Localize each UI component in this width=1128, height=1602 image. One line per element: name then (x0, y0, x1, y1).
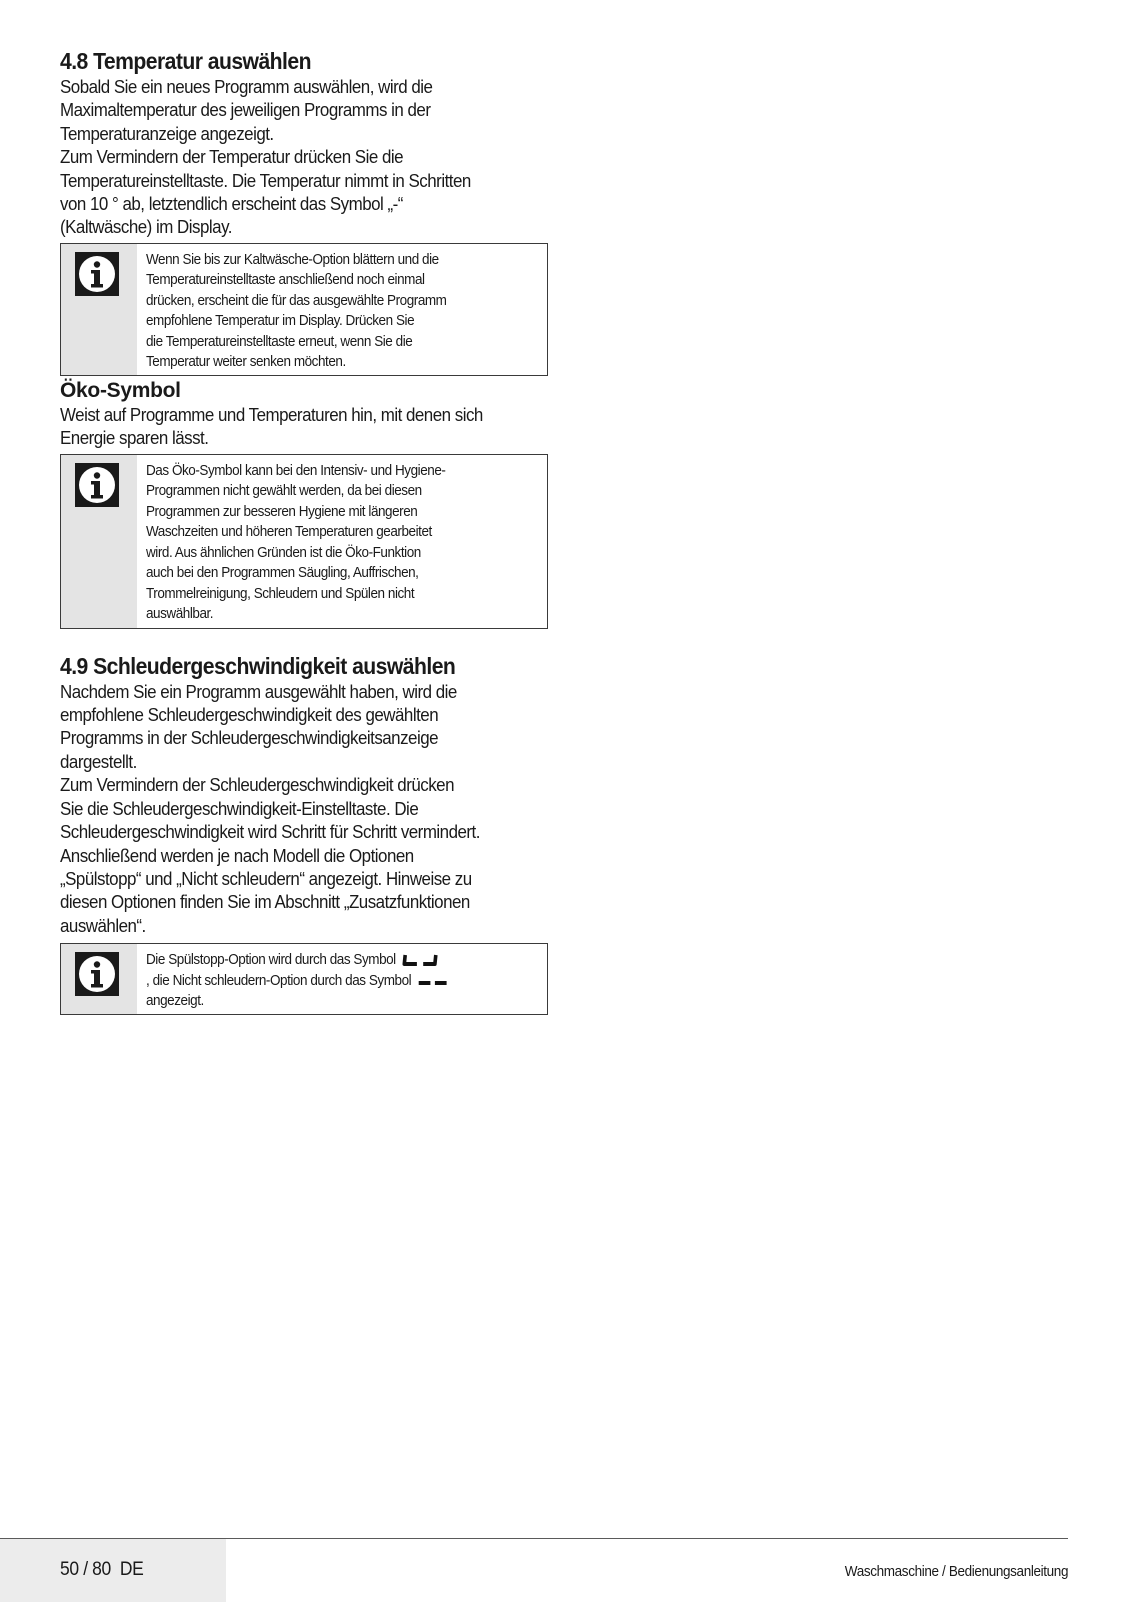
info-icon (75, 463, 119, 507)
info-icon (75, 952, 119, 996)
note-line: Programmen nicht gewählt werden, da bei diesen (146, 482, 422, 500)
body-line: auswählen“. (60, 914, 146, 936)
note-line: empfohlene Temperatur im Display. Drücken Sie (146, 312, 415, 330)
body-line: Anschließend werden je nach Modell die Optionen (60, 844, 414, 866)
note-line: Das Öko-Symbol kann bei den Intensiv- und Hygiene- (146, 461, 446, 479)
note-line: wird. Aus ähnlichen Gründen ist die Öko-Funktion (146, 543, 421, 561)
note-line: Programmen zur besseren Hygiene mit längeren (146, 502, 418, 520)
note-line: die Temperatureinstelltaste erneut, wenn Sie die (146, 332, 413, 350)
body-line: diesen Optionen finden Sie im Abschnitt „Zusatzfunktionen (60, 891, 470, 913)
body-line: von 10 ° ab, letztendlich erscheint das Symbol „-“ (60, 193, 403, 215)
body-line: (Kaltwäsche) im Display. (60, 216, 232, 238)
body-line: Sie die Schleudergeschwindigkeit-Einstelltaste. Die (60, 797, 419, 819)
body-line: Temperaturanzeige angezeigt. (60, 122, 274, 144)
body-line: Sobald Sie ein neues Programm auswählen, wird die (60, 76, 433, 97)
note-line: Waschzeiten und höheren Temperaturen gearbeitet (146, 523, 432, 541)
body-line: Schleudergeschwindigkeit wird Schritt für Schritt vermindert. (60, 821, 480, 843)
note-line-text: , die Nicht schleudern-Option durch das Symbol (146, 971, 412, 989)
body-line: dargestellt. (60, 750, 137, 772)
body-line: Nachdem Sie ein Programm ausgewählt haben, wird die (60, 680, 457, 702)
note-line: drücken, erscheint die für das ausgewählte Programm (146, 291, 447, 309)
note-text (137, 455, 506, 628)
page-number: 50 / 80 DE (60, 1559, 144, 1580)
info-icon (75, 252, 119, 296)
section-4-9-body (60, 680, 554, 937)
document-title: Waschmaschine / Bedienungsanleitung (844, 1563, 1068, 1580)
body-line: Zum Vermindern der Schleudergeschwindigkeit drücken (60, 774, 454, 796)
note-text (137, 244, 506, 375)
body-line: Temperatureinstelltaste. Die Temperatur nimmt in Schritten (60, 169, 471, 191)
page-content (60, 48, 560, 1015)
body-line: Energie sparen lässt. (60, 427, 209, 449)
note-icon-cell (61, 944, 137, 1014)
body-line: Programms in der Schleudergeschwindigkeitsanzeige (60, 727, 439, 749)
note-line: Temperatur weiter senken möchten. (146, 353, 346, 371)
note-icon-cell (61, 244, 137, 375)
footer-page-block (0, 1539, 226, 1602)
section-4-9-heading: 4.9 Schleudergeschwindigkeit auswählen (60, 652, 456, 679)
page-footer (0, 1538, 1068, 1602)
note-text (137, 944, 506, 1014)
body-line: „Spülstopp“ und „Nicht schleudern“ angezeigt. Hinweise zu (60, 867, 472, 889)
note-line (146, 971, 499, 992)
section-4-8-body (60, 75, 554, 239)
note-line: auswählbar. (146, 605, 214, 623)
info-note-temperature (60, 243, 548, 376)
eco-symbol-heading: Öko-Symbol (60, 378, 181, 402)
body-line: empfohlene Schleudergeschwindigkeit des gewählten (60, 704, 439, 726)
no-spin-symbol-icon (418, 974, 449, 988)
eco-symbol-body (60, 403, 554, 450)
note-line: Trommelreinigung, Schleudern und Spülen nicht (146, 584, 415, 602)
body-line: Weist auf Programme und Temperaturen hin, mit denen sich (60, 403, 483, 425)
body-line: Maximaltemperatur des jeweiligen Programms in der (60, 99, 431, 121)
note-icon-cell (61, 455, 137, 628)
note-line: Temperatureinstelltaste anschließend noch einmal (146, 271, 425, 289)
note-line: angezeigt. (146, 992, 204, 1010)
rinse-hold-symbol-icon (403, 952, 439, 968)
info-note-spin (60, 943, 548, 1015)
note-line: auch bei den Programmen Säugling, Auffrischen, (146, 564, 419, 582)
note-line: Wenn Sie bis zur Kaltwäsche-Option blättern und die (146, 250, 439, 268)
note-line-text: Die Spülstopp-Option wird durch das Symbol (146, 951, 396, 969)
note-line (146, 950, 499, 971)
section-4-8-heading: 4.8 Temperatur auswählen (60, 48, 311, 74)
info-note-eco (60, 454, 548, 629)
body-line: Zum Vermindern der Temperatur drücken Sie die (60, 146, 404, 168)
